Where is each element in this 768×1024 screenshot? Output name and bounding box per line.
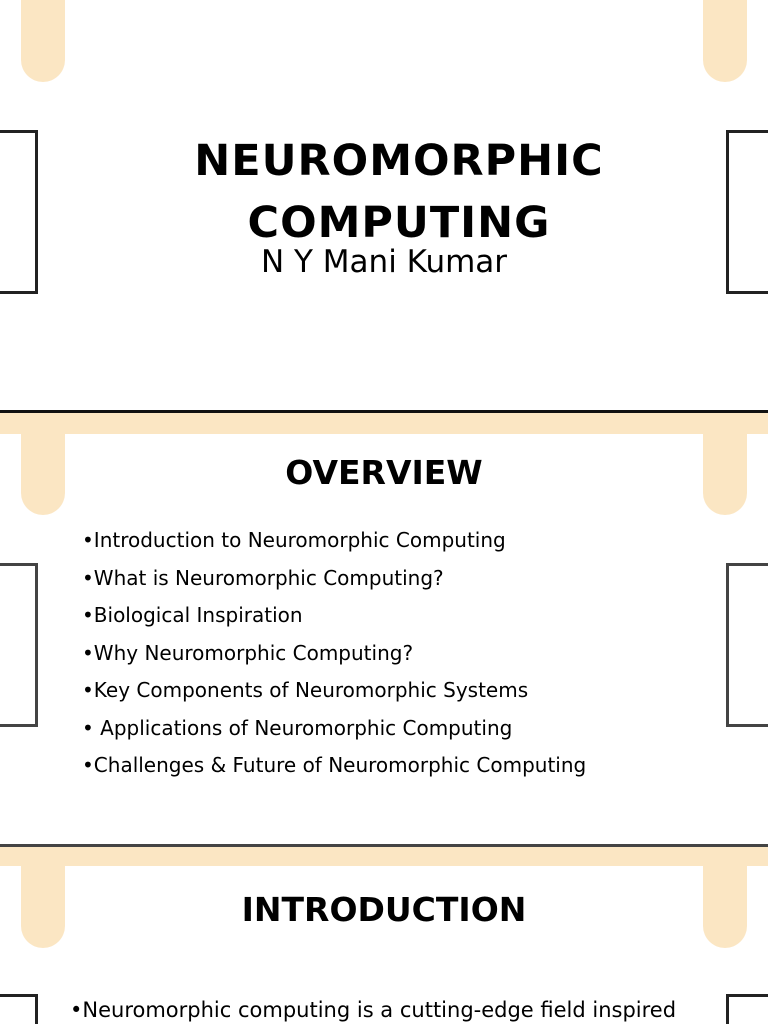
decorative-tab	[21, 0, 65, 82]
frame-bracket-left	[0, 994, 38, 1024]
frame-bracket-right	[726, 994, 768, 1024]
title-line-2: COMPUTING	[247, 198, 551, 248]
list-item: • Biological Inspiration	[82, 597, 586, 635]
introduction-slide	[0, 866, 768, 1024]
list-item: • Applications of Neuromorphic Computing	[82, 710, 586, 748]
title-line-1: NEUROMORPHIC	[194, 136, 604, 186]
list-item: • Neuromorphic computing is a cutting-edge field inspired	[70, 992, 676, 1024]
frame-bracket-left	[0, 563, 38, 727]
slide-heading: INTRODUCTION	[241, 890, 527, 929]
list-item: • Why Neuromorphic Computing?	[82, 635, 586, 673]
title-slide	[0, 0, 768, 410]
overview-list	[82, 522, 586, 785]
slide-separator	[0, 844, 768, 866]
decorative-tab	[703, 0, 747, 82]
slide-heading: OVERVIEW	[285, 453, 483, 492]
list-item: • Key Components of Neuromorphic Systems	[82, 672, 586, 710]
introduction-list	[70, 992, 676, 1024]
list-item: • What is Neuromorphic Computing?	[82, 560, 586, 598]
frame-bracket-right	[726, 563, 768, 727]
list-item: • Challenges & Future of Neuromorphic Computing	[82, 747, 586, 785]
overview-slide	[0, 434, 768, 844]
slide-separator	[0, 410, 768, 434]
list-item: • Introduction to Neuromorphic Computing	[82, 522, 586, 560]
author-name: N Y Mani Kumar	[260, 244, 508, 280]
slide-title	[0, 130, 768, 254]
